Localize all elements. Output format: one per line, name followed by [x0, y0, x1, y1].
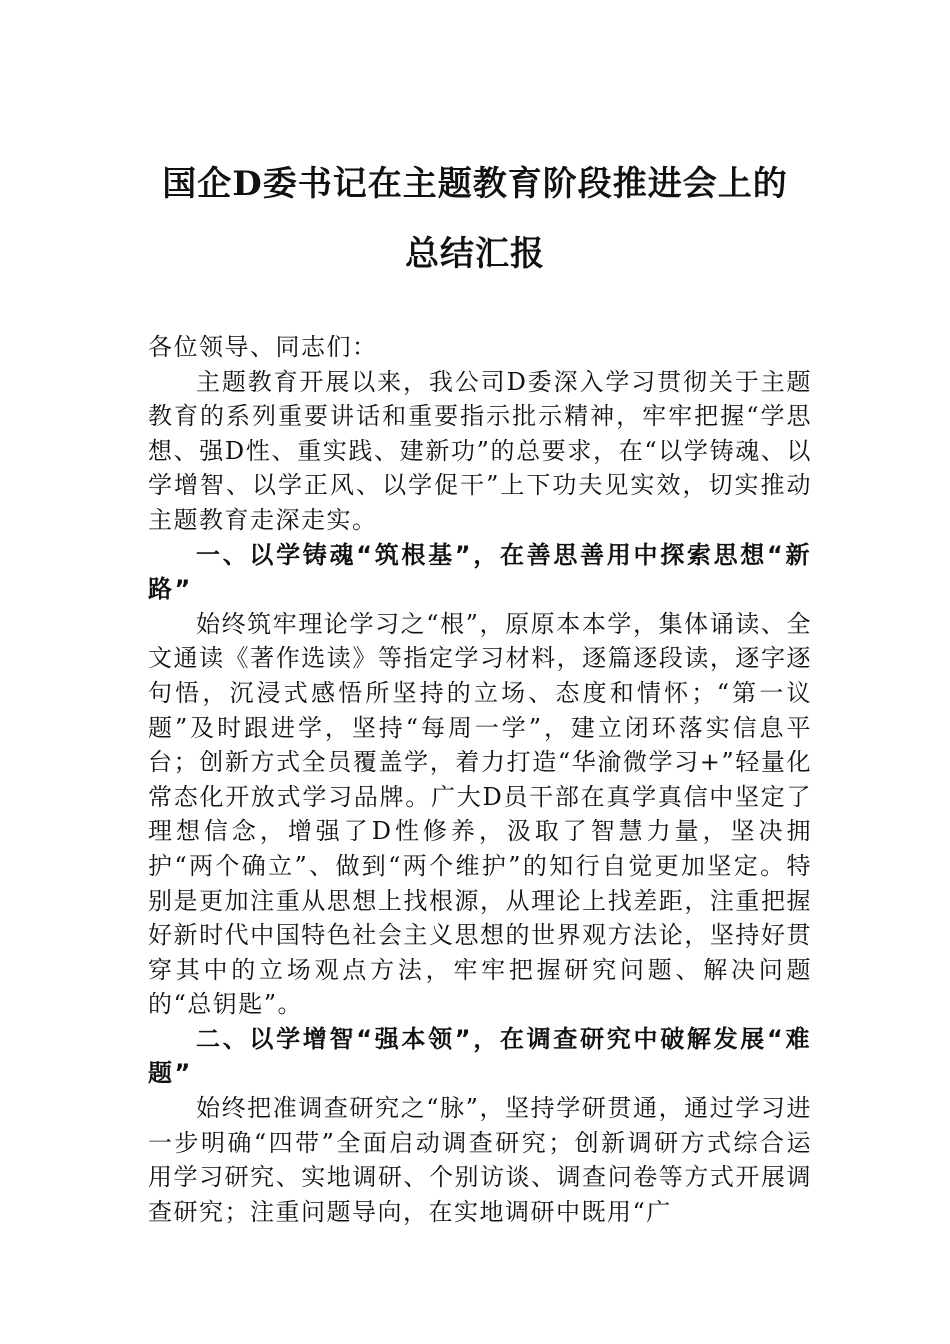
section2-heading: 二、以学增智“强本领”，在调查研究中破解发展“难题” — [148, 1024, 812, 1088]
document-title-line2: 总结汇报 — [405, 234, 545, 274]
salutation: 各位领导、同志们： — [148, 333, 378, 361]
section2-paragraph: 始终把准调查研究之“脉”，坚持学研贯通，通过学习进一步明确“四带”全面启动调查研究；创新调研方式综合运用学习研究、实地调研、个别访谈、调查问卷等方式开展调查研究；注重问题导向，在实地调研中既用“广 — [148, 1094, 812, 1226]
section1-heading: 一、以学铸魂“筑根基”，在善思善用中探索思想“新路” — [148, 540, 812, 604]
section1-paragraph: 始终筑牢理论学习之“根”，原原本本学，集体诵读、全文通读《著作选读》等指定学习材料，逐篇逐段读，逐字逐句悟，沉浸式感悟所坚持的立场、态度和情怀；“第一议题”及时跟进学，坚持“每周一学”，建立闭环落实信息平台；创新方式全员覆盖学，着力打造“华渝微学习+”轻量化常态化开放式学习品牌。广大D员干部在真学真信中坚定了理想信念，增强了D性修养，汲取了智慧力量，坚决拥护“两个确立”、做到“两个维护”的知行自觉更加坚定。特别是更加注重从思想上找根源，从理论上找差距，注重把握好新时代中国特色社会主义思想的世界观方法论，坚持好贯穿其中的立场观点方法，牢牢把握研究问题、解决问题的“总钥匙”。 — [148, 609, 812, 1019]
document-body — [148, 330, 812, 1229]
document-title-line1: 国企D委书记在主题教育阶段推进会上的 — [162, 164, 788, 204]
intro-paragraph: 主题教育开展以来，我公司D委深入学习贯彻关于主题教育的系列重要讲话和重要指示批示精神，牢牢把握“学思想、强D性、重实践、建新功”的总要求，在“以学铸魂、以学增智、以学正风、以学促干”上下功夫见实效，切实推动主题教育走深走实。 — [148, 367, 812, 534]
